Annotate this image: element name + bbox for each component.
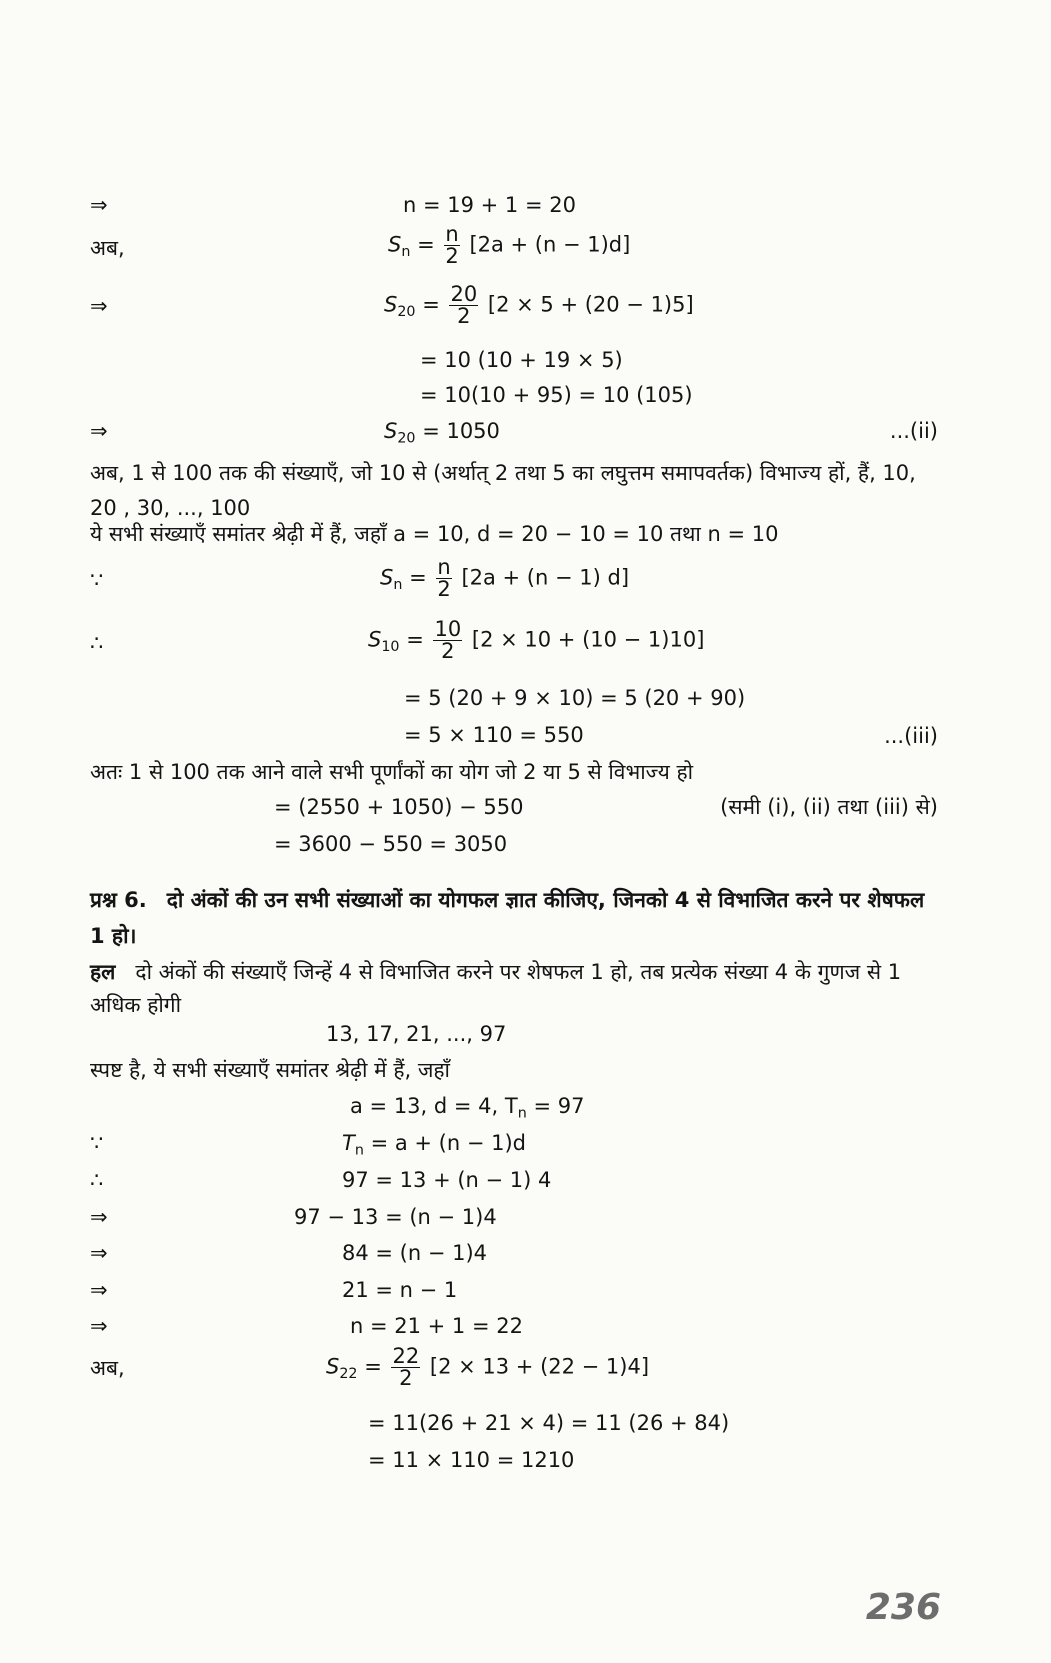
- equation-step: = 11(26 + 21 × 4) = 11 (26 + 84): [368, 1411, 730, 1435]
- question-block: [90, 882, 938, 954]
- equation-ref: ...(ii): [889, 419, 938, 443]
- ap-values-text: a = 13, d = 4, T: [350, 1094, 518, 1118]
- sum-subscript: n: [401, 243, 411, 260]
- fraction-denominator: 2: [441, 639, 455, 663]
- equals: =: [409, 565, 427, 590]
- fraction-denominator: 2: [457, 304, 471, 328]
- equation-step: = (2550 + 1050) − 550: [274, 795, 524, 819]
- equation-step: 21 = n − 1: [342, 1278, 458, 1302]
- fraction-numerator: 10: [434, 617, 462, 641]
- equation-step: n = 21 + 1 = 22: [350, 1314, 523, 1338]
- question-label: प्रश्न 6.: [90, 888, 147, 912]
- sum-subscript: 20: [397, 430, 416, 447]
- sum-symbol: S: [368, 627, 382, 652]
- equation-step: = 10 (10 + 19 × 5): [420, 348, 623, 372]
- formula-bracket: [2 × 5 + (20 − 1)5]: [487, 292, 694, 317]
- fraction-denominator: 2: [399, 1366, 413, 1390]
- ab-label: अब,: [90, 236, 125, 260]
- equation-n-value: n = 19 + 1 = 20: [403, 193, 576, 217]
- implies-symbol: ⇒: [90, 1205, 108, 1229]
- sum-subscript: 10: [381, 638, 400, 655]
- implies-symbol: ⇒: [90, 193, 108, 217]
- formula-bracket: [2a + (n − 1) d]: [461, 565, 630, 590]
- formula-bracket: [2 × 13 + (22 − 1)4]: [429, 1354, 650, 1379]
- equation-step: = 5 × 110 = 550: [404, 723, 584, 747]
- paragraph: अब, 1 से 100 तक की संख्याएँ, जो 10 से (अर्थात् 2 तथा 5 का लघुत्तम समापवर्तक) विभाज्य हों, हैं, 10, 20 , 30, ..., 100: [90, 461, 916, 520]
- fraction: [449, 284, 478, 327]
- formula-bracket: [2 × 10 + (10 − 1)10]: [471, 627, 705, 652]
- equation-rhs: = 1050: [422, 419, 500, 443]
- equals: =: [364, 1354, 382, 1379]
- solution-text: दो अंकों की संख्याएँ जिन्हें 4 से विभाजित करने पर शेषफल 1 हो, तब प्रत्येक संख्या 4 के गुणज से 1 अधिक होगी: [90, 960, 902, 1017]
- term-subscript: n: [354, 1142, 364, 1159]
- fraction-denominator: 2: [445, 244, 459, 268]
- implies-symbol: ⇒: [90, 294, 108, 318]
- implies-symbol: ⇒: [90, 419, 108, 443]
- fraction: [433, 619, 462, 662]
- equation-s20-result: [384, 419, 500, 447]
- sum-subscript: n: [393, 576, 403, 593]
- fraction-numerator: n: [437, 555, 451, 579]
- sum-symbol: S: [380, 565, 394, 590]
- therefore-symbol: ∴: [90, 1168, 104, 1192]
- formula-sum-n: [388, 224, 630, 267]
- implies-symbol: ⇒: [90, 1241, 108, 1265]
- fraction: [391, 1346, 420, 1389]
- fraction: [436, 557, 451, 600]
- equation-step: = 3600 − 550 = 3050: [274, 832, 508, 856]
- equation-s22: [326, 1346, 649, 1389]
- formula-nth-term: [342, 1131, 526, 1159]
- because-symbol: ∵: [90, 1131, 104, 1155]
- fraction-numerator: 20: [450, 282, 478, 306]
- equation-step: = 5 (20 + 9 × 10) = 5 (20 + 90): [404, 686, 746, 710]
- implies-symbol: ⇒: [90, 1278, 108, 1302]
- formula-rhs: = a + (n − 1)d: [370, 1131, 526, 1155]
- fraction-denominator: 2: [437, 577, 451, 601]
- equation-step: 84 = (n − 1)4: [342, 1241, 488, 1265]
- therefore-symbol: ∴: [90, 631, 104, 655]
- equation-step: = 10(10 + 95) = 10 (105): [420, 383, 693, 407]
- sum-symbol: S: [384, 419, 398, 443]
- sequence: 13, 17, 21, ..., 97: [326, 1022, 507, 1046]
- equation-step: 97 = 13 + (n − 1) 4: [342, 1168, 552, 1192]
- equation-step: 97 − 13 = (n − 1)4: [294, 1205, 497, 1229]
- formula-sum-n: [380, 557, 629, 600]
- because-symbol: ∵: [90, 568, 104, 592]
- paragraph: अतः 1 से 100 तक आने वाले सभी पूर्णांकों का योग जो 2 या 5 से विभाज्य हो: [90, 760, 694, 784]
- term-symbol: T: [342, 1131, 355, 1155]
- equation-ref: (समी (i), (ii) तथा (iii) से): [720, 795, 938, 819]
- solution-label: हल: [90, 960, 116, 984]
- paragraph: स्पष्ट है, ये सभी संख्याएँ समांतर श्रेढ़ी में हैं, जहाँ: [90, 1058, 450, 1082]
- sum-subscript: 22: [339, 1365, 358, 1382]
- sum-symbol: S: [326, 1354, 340, 1379]
- equals: =: [422, 292, 440, 317]
- ab-label: अब,: [90, 1356, 125, 1380]
- equals: =: [417, 232, 435, 257]
- equation-s20: [384, 284, 694, 327]
- equation-s10: [368, 619, 704, 662]
- sum-subscript: 20: [397, 303, 416, 320]
- solution-block: [90, 956, 938, 1022]
- sum-symbol: S: [384, 292, 398, 317]
- equation-step: = 11 × 110 = 1210: [368, 1448, 575, 1472]
- sum-symbol: S: [388, 232, 402, 257]
- equals: =: [406, 627, 424, 652]
- term-subscript: n: [517, 1105, 527, 1122]
- page-number: 236: [865, 1587, 941, 1628]
- fraction: [444, 224, 459, 267]
- ap-values-rhs: = 97: [533, 1094, 585, 1118]
- formula-bracket: [2a + (n − 1)d]: [469, 232, 631, 257]
- paragraph: ये सभी संख्याएँ समांतर श्रेढ़ी में हैं, जहाँ a = 10, d = 20 − 10 = 10 तथा n = 10: [90, 522, 779, 546]
- ap-values: [350, 1094, 585, 1122]
- fraction-numerator: n: [445, 222, 459, 246]
- implies-symbol: ⇒: [90, 1314, 108, 1338]
- question-text: दो अंकों की उन सभी संख्याओं का योगफल ज्ञात कीजिए, जिनको 4 से विभाजित करने पर शेषफल 1 हो।: [90, 888, 925, 948]
- fraction-numerator: 22: [392, 1344, 420, 1368]
- equation-ref: ...(iii): [884, 724, 938, 748]
